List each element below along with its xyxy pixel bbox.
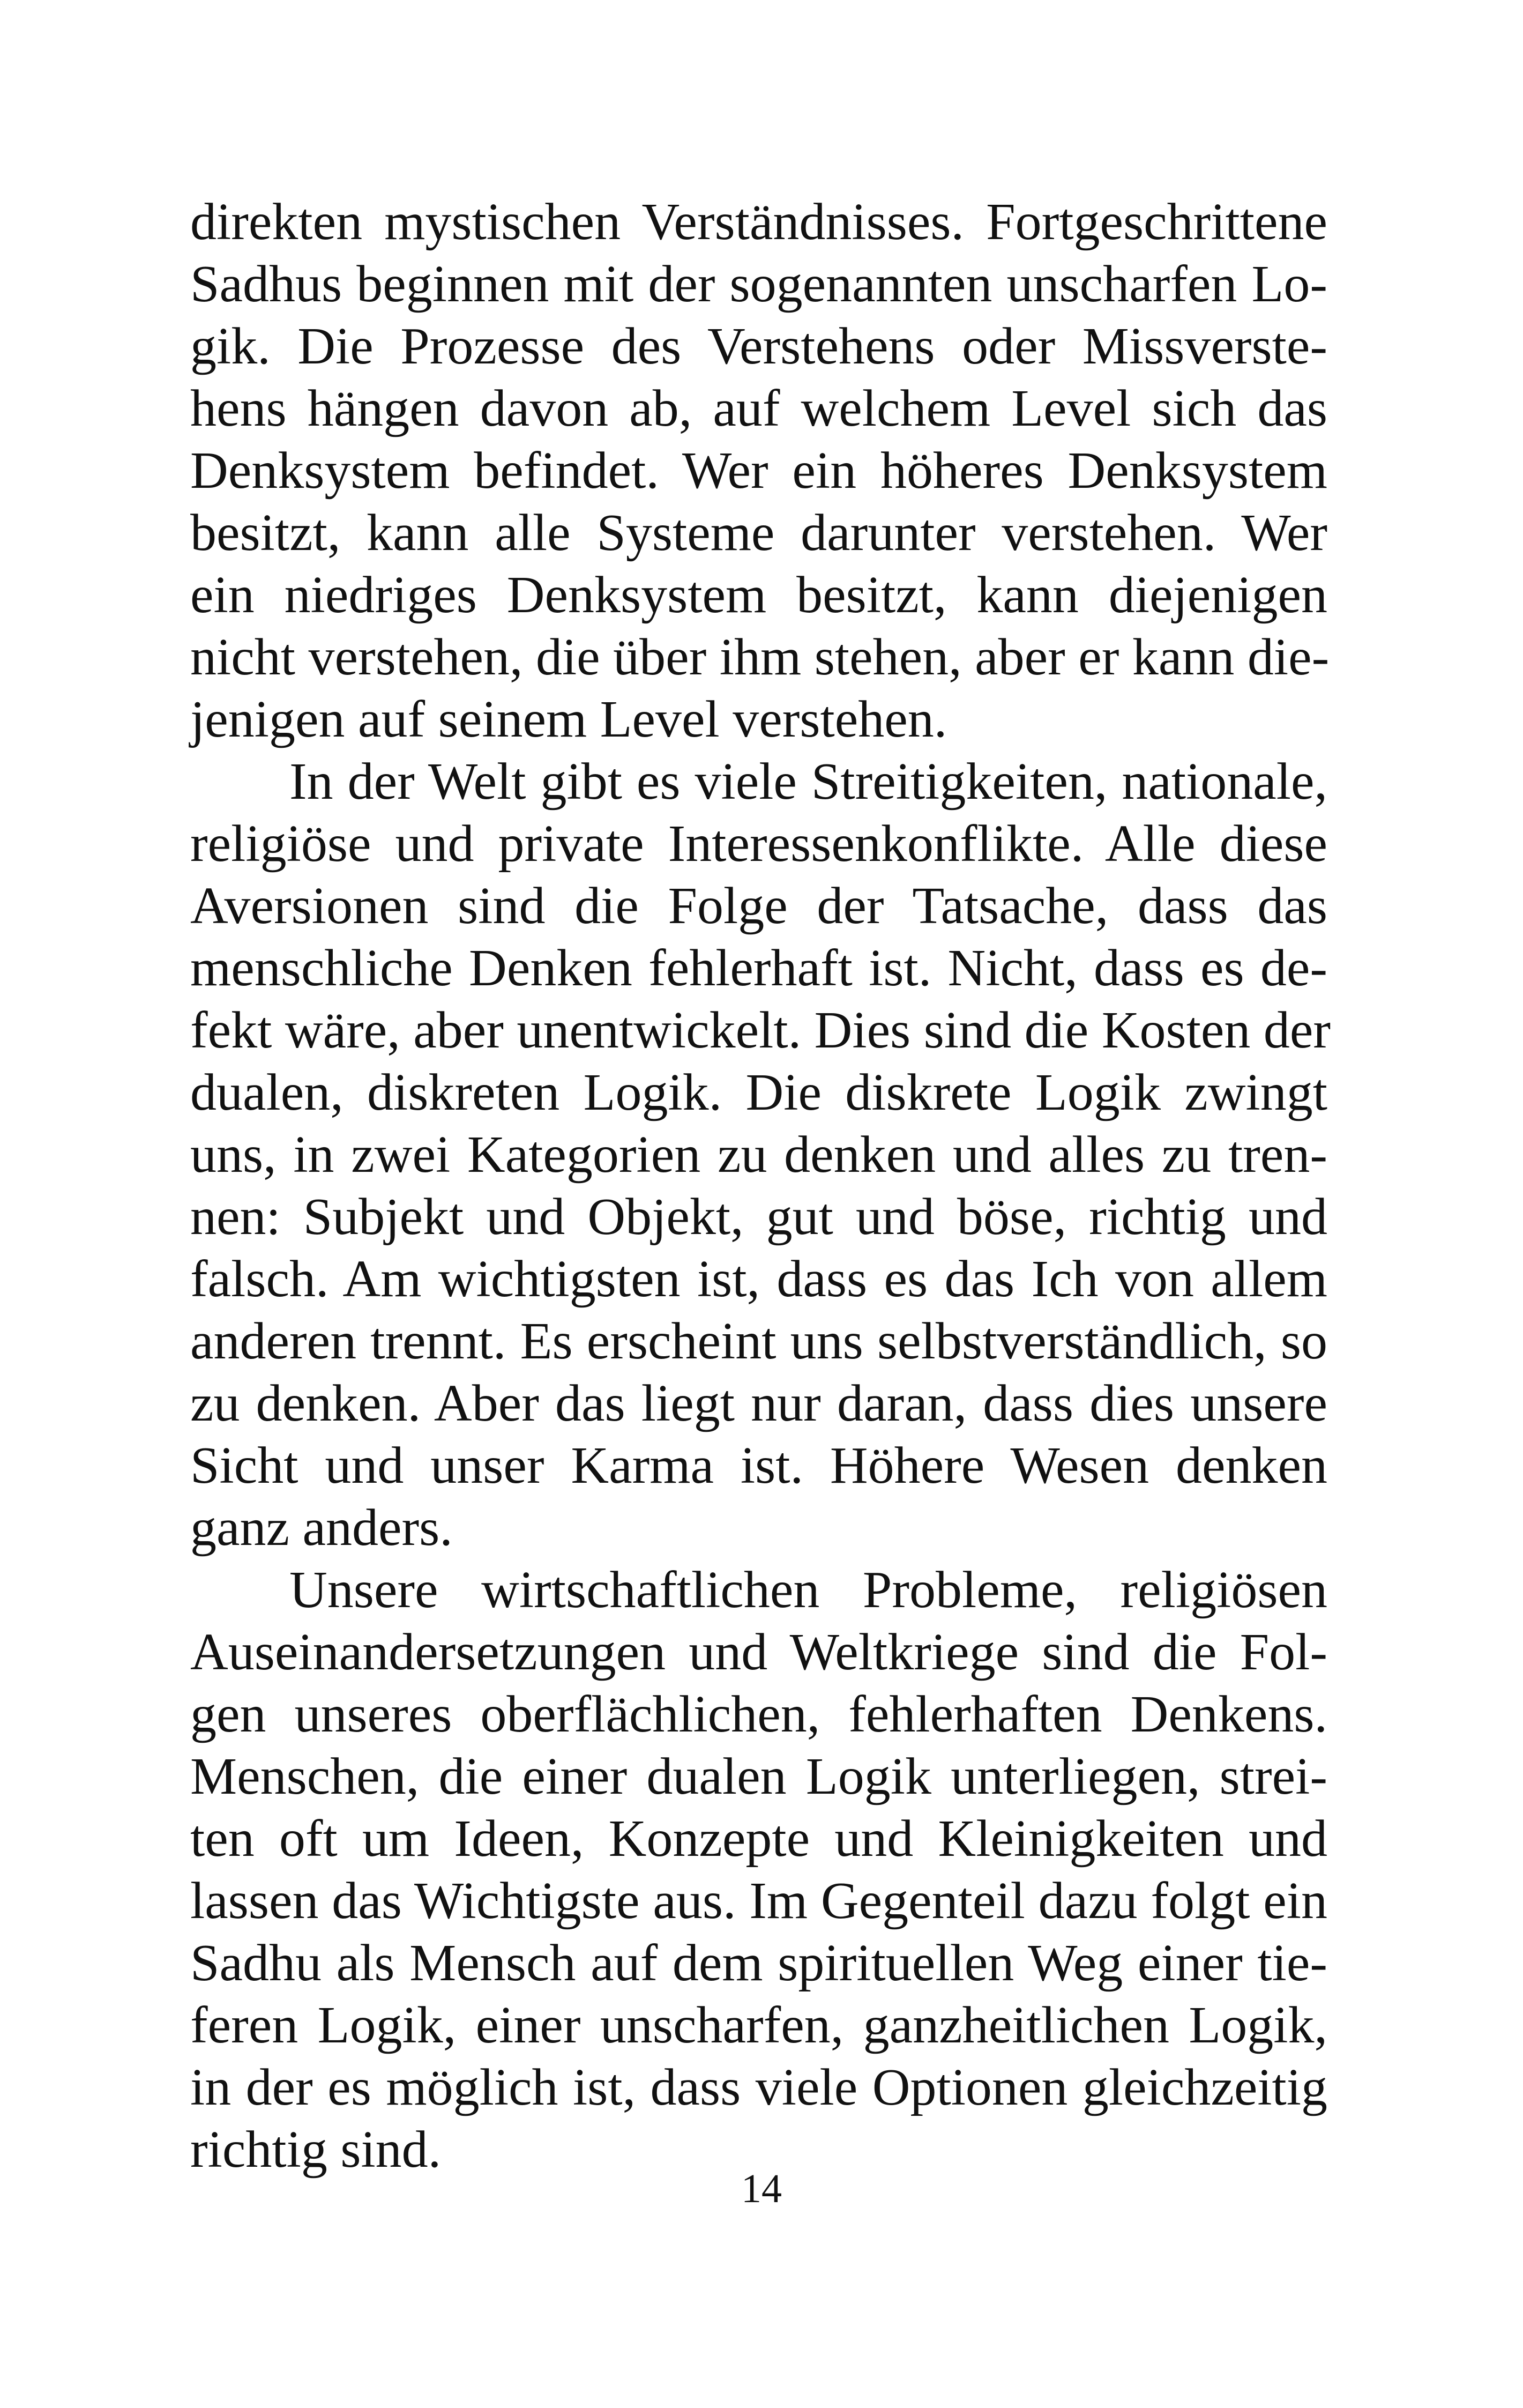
- text-line: fekt wäre, aber unentwickelt. Dies sind die Kosten der: [190, 1001, 1331, 1059]
- text-line: direkten mystischen Verständnisses. Fortgeschrittene: [190, 193, 1327, 251]
- text-line: feren Logik, einer unscharfen, ganzheitlichen Logik,: [190, 1996, 1327, 2054]
- text-line: ganz anders.: [190, 1499, 453, 1557]
- text-line: Aversionen sind die Folge der Tatsache, dass das: [190, 877, 1327, 935]
- text-line: Denksystem befindet. Wer ein höheres Denksystem: [190, 442, 1327, 500]
- paragraph-3: [190, 1559, 1327, 2181]
- body-text: [190, 191, 1331, 2181]
- text-line: richtig sind.: [190, 2121, 442, 2179]
- text-line: menschliche Denken fehlerhaft ist. Nicht, dass es de-: [190, 939, 1327, 997]
- paragraph-1: [190, 191, 1330, 750]
- text-line: Sicht und unser Karma ist. Höhere Wesen denken: [190, 1437, 1327, 1495]
- text-line: Sadhu als Mensch auf dem spirituellen Weg einer tie-: [190, 1934, 1327, 1992]
- text-line: falsch. Am wichtigsten ist, dass es das Ich von allem: [190, 1250, 1327, 1308]
- paragraph-2: [190, 750, 1331, 1559]
- text-line: Auseinandersetzungen und Weltkriege sind die Fol-: [190, 1623, 1327, 1681]
- text-line: ten oft um Ideen, Konzepte und Kleinigkeiten und: [190, 1810, 1327, 1868]
- text-line: nen: Subjekt und Objekt, gut und böse, richtig und: [190, 1188, 1327, 1246]
- page-number: 14: [741, 2166, 782, 2211]
- text-line: zu denken. Aber das liegt nur daran, dass dies unsere: [190, 1374, 1327, 1432]
- text-line: anderen trennt. Es erscheint uns selbstverständlich, so: [190, 1312, 1327, 1370]
- text-line: In der Welt gibt es viele Streitigkeiten, nationale,: [289, 753, 1327, 811]
- text-line: Menschen, die einer dualen Logik unterliegen, strei-: [190, 1748, 1327, 1805]
- text-line: dualen, diskreten Logik. Die diskrete Logik zwingt: [190, 1064, 1327, 1121]
- text-line: Unsere wirtschaftlichen Probleme, religiösen: [289, 1561, 1327, 1619]
- text-line: besitzt, kann alle Systeme darunter verstehen. Wer: [190, 504, 1327, 562]
- text-line: in der es möglich ist, dass viele Optionen gleichzeitig: [190, 2058, 1327, 2116]
- text-line: gik. Die Prozesse des Verstehens oder Missverste-: [190, 317, 1327, 375]
- text-line: hens hängen davon ab, auf welchem Level sich das: [190, 380, 1327, 437]
- text-line: Sadhus beginnen mit der sogenannten unscharfen Lo-: [190, 255, 1327, 313]
- text-line: nicht verstehen, die über ihm stehen, aber er kann die-: [190, 628, 1330, 686]
- text-line: uns, in zwei Kategorien zu denken und alles zu tren-: [190, 1126, 1327, 1184]
- text-line: religiöse und private Interessenkonflikte. Alle diese: [190, 815, 1327, 873]
- text-line: gen unseres oberflächlichen, fehlerhaften Denkens.: [190, 1685, 1327, 1743]
- text-line: ein niedriges Denksystem besitzt, kann diejenigen: [190, 566, 1327, 624]
- text-line: lassen das Wichtigste aus. Im Gegenteil dazu folgt ein: [190, 1872, 1327, 1930]
- text-line: jenigen auf seinem Level verstehen.: [190, 690, 947, 748]
